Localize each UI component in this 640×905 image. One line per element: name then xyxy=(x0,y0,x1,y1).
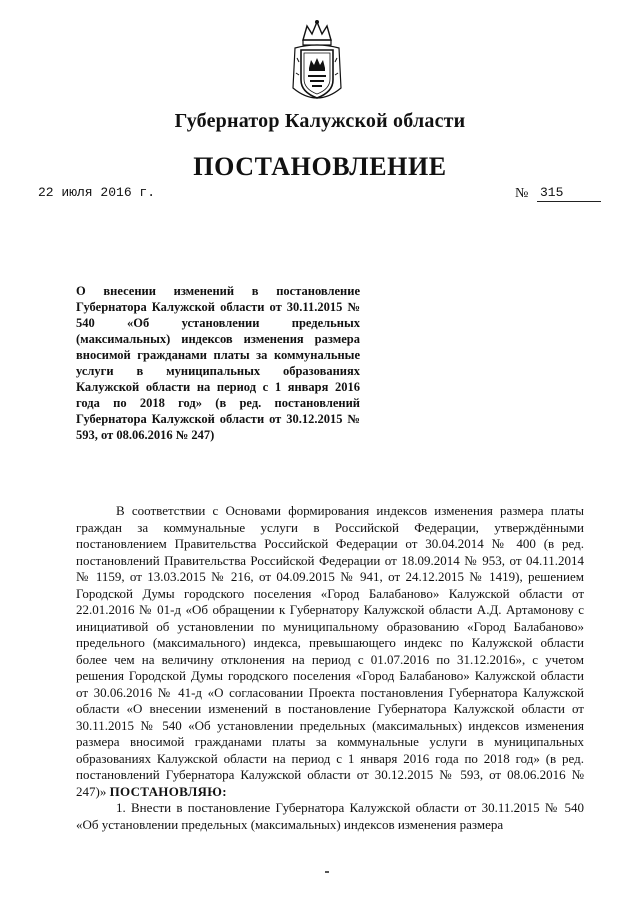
preamble-text: В соответствии с Основами формирования индексов изменения размера платы граждан за коммунальные услуги в Российской Федерации, утверждёнными постановлением Правительства Российской Федерации от 30.04.2014 № 400 (в ред. постановлений Правительства Российской Федерации от 18.09.2014 № 953, от 04.11.2014 № 1159, от 13.03.2015 № 216, от 04.09.2015 № 941, от 24.12.2015 № 1419), решением Городской Думы городского поселения «Город Балабаново» Калужской области от 22.01.2016 № 01-д «Об обращении к Губернатору Калужской области А.Д. Артамонову с инициативой об установлении по муниципальному образованию «Город Балабаново» предельного (максимального) индекса, превышающего индекс по Калужской области более чем на величину отклонения на период с 01.07.2016 по 31.12.2016», с учетом решения Городской Думы городского поселения «Город Балабаново» Калужской области от 30.06.2016 № 41-д «О согласовании Проекта постановления Губернатора Калужской области «О внесении изменений в постановление Губернатора Калужской области от 30.11.2015 № 540 «Об установлении предельных (максимальных) индексов изменения размера вносимой гражданами платы за коммунальные услуги в муниципальных образованиях Калужской области на период с 1 января 2016 года по 2018 год» (в ред. постановлений Губернатора Калужской области от 30.12.2015 № 593, от 08.06.2016 № 247)» xyxy=(76,503,584,799)
issuing-authority: Губернатор Калужской области xyxy=(174,110,466,132)
item-1-paragraph: 1. Внести в постановление Губернатора Калужской области от 30.11.2015 № 540 «Об установлении предельных (максимальных) индексов изменения размера xyxy=(76,800,584,832)
resolve-word: ПОСТАНОВЛЯЮ: xyxy=(109,783,227,799)
document-date: 22 июля 2016 г. xyxy=(38,185,156,200)
document-subject: О внесении изменений в постановление Губернатора Калужской области от 30.11.2015 № 540 «Об установлении предельных (максимальных) индексов изменения размера вносимой гражданами платы за коммунальные услуги в муниципальных образованиях Калужской области на период с 1 января 2016 года по 2018 год» (в ред. постановлений Губернатора Калужской области от 30.12.2015 № 593, от 08.06.2016 № 247) xyxy=(76,284,360,442)
preamble-paragraph xyxy=(76,503,584,800)
scan-artifact-mark xyxy=(325,871,329,873)
document-number xyxy=(515,185,601,203)
number-value: 315 xyxy=(540,185,564,200)
document-body xyxy=(76,503,584,833)
document-type-title: ПОСТАНОВЛЕНИЕ xyxy=(193,152,447,181)
number-sign: № xyxy=(515,186,529,201)
coat-of-arms-icon xyxy=(289,18,345,108)
number-underline xyxy=(537,201,601,202)
